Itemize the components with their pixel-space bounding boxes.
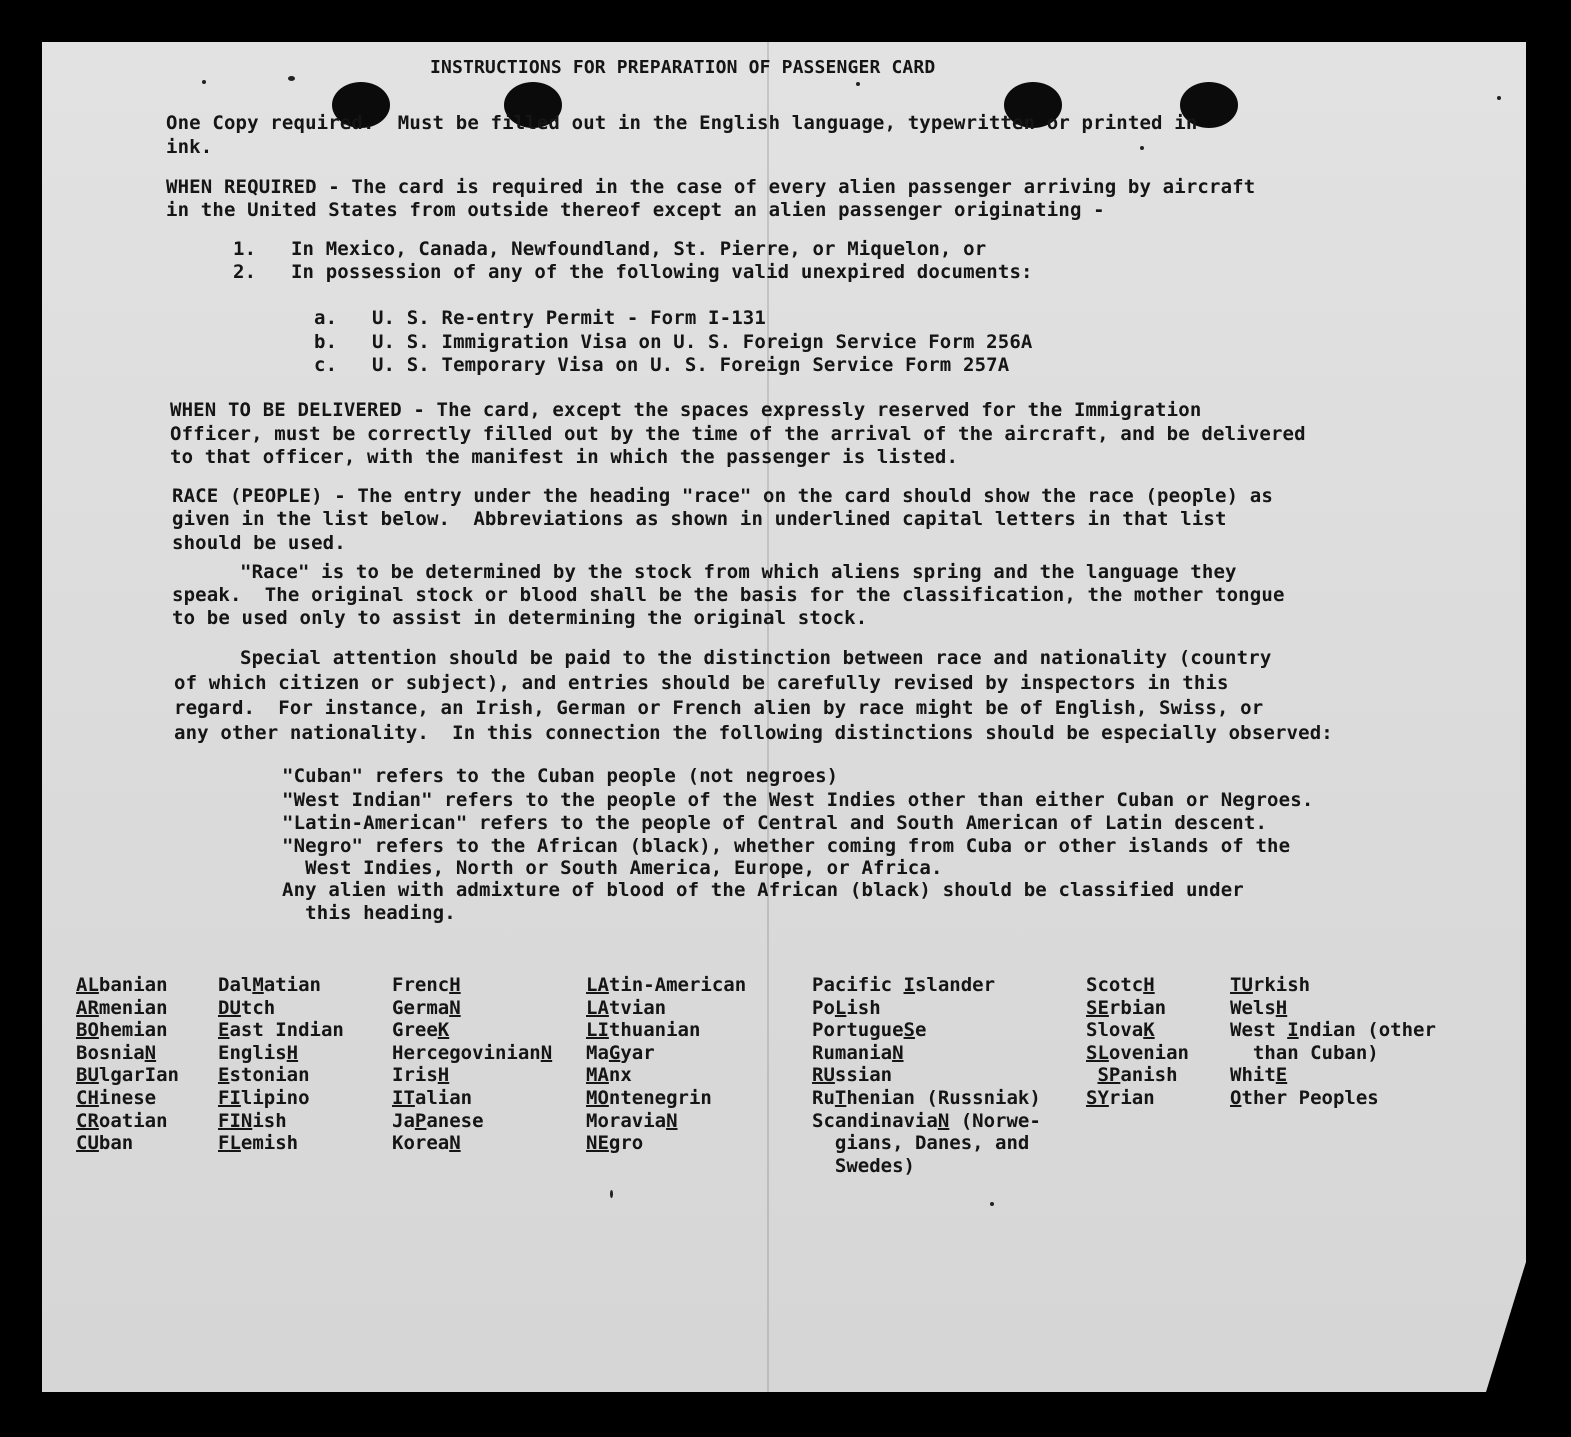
race-entry: LIthuanian: [586, 1019, 701, 1042]
race-abbreviation: L: [834, 996, 847, 1019]
race-entry: SErbian: [1086, 996, 1167, 1019]
race-entry: Other Peoples: [1230, 1086, 1379, 1109]
race-entry: RUssian: [812, 1064, 893, 1087]
race-entry: TUrkish: [1230, 974, 1311, 996]
race-abbreviation: CU: [76, 1132, 99, 1155]
race-entry: ScotcH: [1086, 974, 1155, 996]
intro-line: One Copy required. Must be filled out in the English language, typewritten or printed in: [166, 112, 1198, 134]
race-entry: SYrian: [1086, 1086, 1155, 1109]
document-page: [42, 42, 1526, 1392]
race-heading-text: given in the list below. Abbreviations as shown in underlined capital letters in that list: [172, 508, 1227, 530]
race-abbreviation: DU: [218, 996, 241, 1019]
race-entry: RuThenian (Russniak): [812, 1086, 1041, 1109]
race-abbreviation: SL: [1086, 1041, 1109, 1064]
race-entry: gians, Danes, and: [812, 1132, 1030, 1155]
race-entry: IrisH: [392, 1064, 450, 1087]
distinction-line: this heading.: [282, 902, 456, 924]
race-entry: LAtvian: [586, 996, 667, 1019]
race-abbreviation: CH: [76, 1086, 99, 1109]
race-entry: RumaniaN: [812, 1041, 904, 1064]
race-entry: WhitE: [1230, 1064, 1288, 1087]
race-abbreviation: O: [1230, 1086, 1242, 1109]
special-attention-text: any other nationality. In this connection the following distinctions should be especially observed:: [174, 722, 1333, 744]
document-item: a. U. S. Re-entry Permit - Form I-131: [314, 307, 766, 329]
race-abbreviation: K: [437, 1019, 450, 1042]
race-abbreviation: MO: [586, 1086, 609, 1109]
race-definition-text: to be used only to assist in determining the original stock.: [172, 607, 868, 629]
special-attention-text: Special attention should be paid to the distinction between race and nationality (country: [240, 647, 1272, 669]
race-abbreviation: N: [449, 996, 461, 1019]
race-entry: MAnx: [586, 1064, 632, 1087]
race-heading-text: RACE (PEOPLE) - The entry under the heading "race" on the card should show the race (people) as: [172, 485, 1273, 507]
race-entry: SPanish: [1097, 1064, 1178, 1087]
race-definition-text: speak. The original stock or blood shall be the basis for the classification, the mother tongue: [172, 584, 1285, 606]
race-entry: PortugueSe: [812, 1019, 927, 1042]
race-abbreviation: SP: [1097, 1064, 1121, 1087]
race-heading-text: should be used.: [172, 532, 346, 554]
race-entry: JaPanese: [392, 1109, 484, 1132]
race-entry: CUban: [76, 1132, 134, 1155]
race-abbreviation: M: [252, 974, 264, 996]
race-abbreviation: CR: [76, 1109, 99, 1132]
race-abbreviation: N: [892, 1041, 904, 1064]
race-entry: than Cuban): [1230, 1041, 1379, 1064]
race-entry: SLovenian: [1086, 1041, 1189, 1064]
race-entry: BosniaN: [76, 1041, 157, 1064]
when-required-text: WHEN REQUIRED - The card is required in the case of every alien passenger arriving by aircraft: [166, 176, 1256, 198]
race-entry: West Indian (other: [1230, 1019, 1436, 1042]
race-abbreviation: BO: [76, 1019, 99, 1042]
race-entry: GreeK: [392, 1019, 450, 1042]
race-abbreviation: IT: [392, 1086, 415, 1109]
race-entry: ARmenian: [76, 996, 168, 1019]
race-entry: MOntenegrin: [586, 1086, 712, 1109]
race-abbreviation: G: [608, 1041, 621, 1064]
race-entry: DalMatian: [218, 974, 321, 996]
race-abbreviation: H: [1275, 996, 1288, 1019]
race-abbreviation: SY: [1086, 1086, 1109, 1109]
when-delivered-text: Officer, must be correctly filled out by the time of the arrival of the aircraft, and be delivered: [170, 423, 1306, 445]
race-abbreviation: P: [414, 1109, 427, 1132]
race-abbreviation: E: [218, 1019, 230, 1042]
special-attention-text: regard. For instance, an Irish, German or French alien by race might be of English, Swiss, or: [174, 697, 1264, 719]
race-abbreviation: E: [1275, 1064, 1288, 1087]
distinction-line: "West Indian" refers to the people of the West Indies other than either Cuban or Negroes.: [282, 789, 1314, 811]
race-entry: FrencH: [392, 974, 461, 996]
race-definition-text: "Race" is to be determined by the stock from which aliens spring and the language they: [240, 561, 1237, 583]
race-entry: NEgro: [586, 1132, 644, 1155]
page-title: INSTRUCTIONS FOR PREPARATION OF PASSENGER CARD: [430, 57, 936, 78]
list-item: 1. In Mexico, Canada, Newfoundland, St. Pierre, or Miquelon, or: [233, 238, 987, 260]
race-abbreviation: H: [449, 974, 461, 996]
race-list-column: [76, 974, 179, 1155]
race-entry: Swedes): [812, 1154, 915, 1177]
distinction-line: Any alien with admixture of blood of the African (black) should be classified under: [282, 879, 1244, 901]
race-abbreviation: AL: [76, 974, 99, 996]
race-entry: MoraviaN: [586, 1109, 678, 1132]
race-list-column: [392, 974, 552, 1155]
race-entry: EnglisH: [218, 1041, 299, 1064]
race-entry: WelsH: [1230, 996, 1288, 1019]
race-list-column: [586, 974, 746, 1155]
race-abbreviation: I: [903, 974, 915, 996]
race-abbreviation: LA: [586, 974, 609, 996]
race-entry: FLemish: [218, 1132, 299, 1155]
race-abbreviation: LA: [586, 996, 609, 1019]
race-list-column: [812, 974, 1041, 1177]
torn-corner: [1486, 1262, 1526, 1392]
when-delivered-text: WHEN TO BE DELIVERED - The card, except the spaces expressly reserved for the Immigration: [170, 399, 1202, 421]
race-abbreviation: N: [666, 1109, 678, 1132]
race-entry: ALbanian: [76, 974, 168, 996]
race-entry: East Indian: [218, 1019, 344, 1042]
document-item: c. U. S. Temporary Visa on U. S. Foreign Service Form 257A: [314, 354, 1010, 376]
race-abbreviation: FIN: [218, 1109, 253, 1132]
race-entry: ITalian: [392, 1086, 473, 1109]
distinction-line: West Indies, North or South America, Europe, or Africa.: [282, 857, 943, 879]
when-required-text: in the United States from outside thereof except an alien passenger originating -: [166, 199, 1105, 221]
distinction-line: "Latin-American" refers to the people of Central and South American of Latin descent.: [282, 812, 1268, 834]
race-abbreviation: MA: [586, 1064, 609, 1087]
race-abbreviation: N: [540, 1041, 553, 1064]
race-entry: Pacific Islander: [812, 974, 996, 996]
race-entry: KoreaN: [392, 1132, 461, 1155]
race-entry: BOhemian: [76, 1019, 168, 1042]
race-entry: LAtin-American: [586, 974, 747, 996]
race-abbreviation: I: [1287, 1019, 1299, 1042]
race-entry: CHinese: [76, 1086, 157, 1109]
race-abbreviation: BU: [76, 1064, 99, 1087]
when-delivered-text: to that officer, with the manifest in which the passenger is listed.: [170, 446, 959, 468]
race-entry: DUtch: [218, 996, 276, 1019]
race-entry: FIlipino: [218, 1086, 310, 1109]
race-entry: MaGyar: [586, 1041, 655, 1064]
list-item: 2. In possession of any of the following valid unexpired documents:: [233, 261, 1033, 283]
race-entry: GermaN: [392, 996, 461, 1019]
distinction-line: "Cuban" refers to the Cuban people (not negroes): [282, 765, 839, 787]
race-list-column: [1086, 974, 1189, 1110]
distinction-line: "Negro" refers to the African (black), whether coming from Cuba or other islands of the: [282, 835, 1291, 857]
race-abbreviation: FI: [218, 1086, 241, 1109]
race-entry: PoLish: [812, 996, 881, 1019]
race-abbreviation: RU: [812, 1064, 835, 1087]
race-list-column: [1230, 974, 1436, 1110]
race-abbreviation: H: [437, 1064, 450, 1087]
race-abbreviation: H: [1143, 974, 1155, 996]
race-abbreviation: K: [1143, 1019, 1155, 1042]
race-abbreviation: TU: [1230, 974, 1253, 996]
race-abbreviation: SE: [1086, 996, 1109, 1019]
race-list-column: [218, 974, 344, 1155]
race-abbreviation: N: [449, 1132, 461, 1155]
race-entry: Estonian: [218, 1064, 310, 1087]
race-entry: HercegovinianN: [392, 1041, 553, 1064]
race-abbreviation: T: [834, 1086, 847, 1109]
race-abbreviation: S: [903, 1019, 915, 1042]
document-item: b. U. S. Immigration Visa on U. S. Foreign Service Form 256A: [314, 331, 1033, 353]
intro-line: ink.: [166, 136, 213, 158]
race-entry: SlovaK: [1086, 1019, 1155, 1042]
race-abbreviation: E: [218, 1064, 230, 1087]
race-entry: FINish: [218, 1109, 287, 1132]
race-abbreviation: N: [937, 1109, 950, 1132]
special-attention-text: of which citizen or subject), and entries should be carefully revised by inspectors in this: [174, 672, 1229, 694]
race-abbreviation: FL: [218, 1132, 241, 1155]
race-abbreviation: LI: [586, 1019, 609, 1042]
race-abbreviation: N: [144, 1041, 157, 1064]
race-abbreviation: H: [286, 1041, 299, 1064]
race-entry: CRoatian: [76, 1109, 168, 1132]
race-entry: ScandinaviaN (Norwe-: [812, 1109, 1041, 1132]
race-abbreviation: AR: [76, 996, 99, 1019]
race-abbreviation: NE: [586, 1132, 609, 1155]
race-entry: BUlgarIan: [76, 1064, 179, 1087]
